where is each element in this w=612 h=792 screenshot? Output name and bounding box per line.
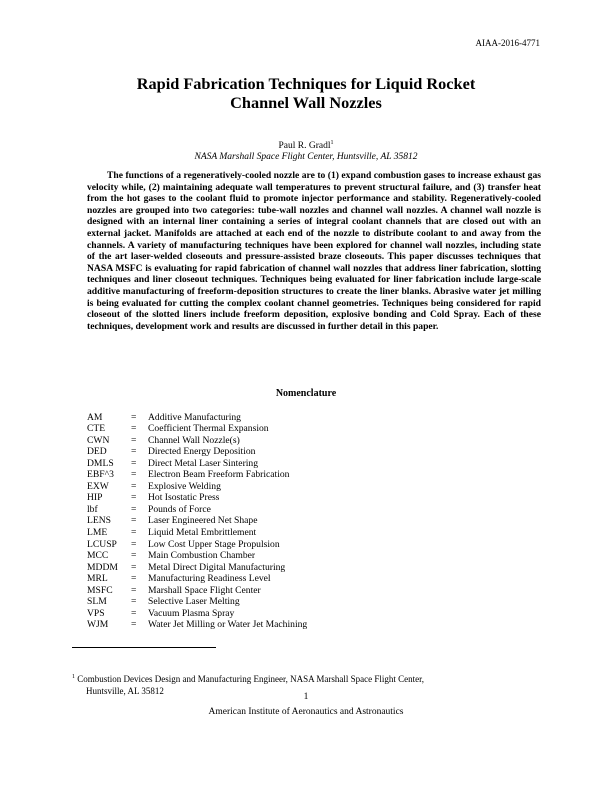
nomenclature-definition: Laser Engineered Net Shape (148, 515, 258, 527)
nomenclature-definition: Selective Laser Melting (148, 596, 240, 608)
nomenclature-definition: Additive Manufacturing (148, 411, 241, 423)
nomenclature-equals: = (131, 492, 137, 504)
nomenclature-equals: = (131, 596, 137, 608)
nomenclature-abbr: LCUSP (87, 538, 117, 550)
nomenclature-abbr: DED (87, 446, 107, 458)
nomenclature-definition: Direct Metal Laser Sintering (148, 457, 259, 469)
nomenclature-definition: Vacuum Plasma Spray (148, 607, 235, 619)
nomenclature-equals: = (131, 434, 137, 446)
nomenclature-equals: = (131, 573, 137, 585)
publisher-footer: American Institute of Aeronautics and Astronautics (208, 707, 404, 717)
nomenclature-equals: = (131, 469, 137, 481)
nomenclature-abbr: EBF^3 (87, 469, 114, 481)
abstract: The functions of a regeneratively-cooled nozzle are to (1) expand combustion gases to increase exhaust gas velocity while, (2) maintaining adequate wall temperatures to prevent structural failure, and (3) transfer heat from the hot gases to the coolant fluid to promote injector performance and stability. Regeneratively-cooled nozzles are grouped into two categories: tube-wall nozzles and channel wall nozzles. A channel wall nozzle is designed with an internal liner containing a series of integral coolant channels that are closed out with an external jacket. Manifolds are attached at each end of the nozzle to distribute coolant to and away from the channels. A variety of manufacturing techniques have been explored for channel wall nozzles, including state of the art laser-welded closeouts and pressure-assisted braze closeouts. This paper discusses techniques that NASA MSFC is evaluating for rapid fabrication of channel wall nozzles that address liner fabrication, slotting techniques and liner closeout techniques. Techniques being evaluated for liner fabrication include large-scale additive manufacturing of freeform-deposition structures to create the liner blanks. Abrasive water jet milling is being evaluated for cutting the complex coolant channel geometries. Techniques being considered for rapid closeout of the slotted liners include freeform deposition, explosive bonding and Cold Spray. Each of these techniques, development work and results are discussed in further detail in this paper. (87, 170, 541, 332)
nomenclature-abbr: EXW (87, 480, 109, 492)
nomenclature-definition: Hot Isostatic Press (148, 492, 220, 504)
title-line-1: Rapid Fabrication Techniques for Liquid Rocket (136, 74, 476, 93)
title-line-2: Channel Wall Nozzles (230, 93, 382, 112)
nomenclature-definition: Water Jet Milling or Water Jet Machining (148, 619, 308, 631)
nomenclature-abbr: HIP (87, 492, 103, 504)
nomenclature-definition: Main Combustion Chamber (148, 550, 256, 562)
nomenclature-equals: = (131, 446, 137, 458)
nomenclature-equals: = (131, 538, 137, 550)
nomenclature-abbr: lbf (87, 503, 98, 515)
nomenclature-equals: = (131, 423, 137, 435)
nomenclature-definition: Marshall Space Flight Center (148, 584, 261, 596)
nomenclature-abbr: MCC (87, 550, 109, 562)
nomenclature-abbr: DMLS (87, 457, 114, 469)
nomenclature-abbr: MSFC (87, 584, 113, 596)
nomenclature-definition: Explosive Welding (148, 480, 221, 492)
footnote-line-1: Combustion Devices Design and Manufacturing Engineer, NASA Marshall Space Flight Center, (77, 674, 424, 684)
page-number: 1 (303, 692, 309, 702)
paper-title (0, 74, 612, 112)
footnote-divider (72, 647, 216, 648)
nomenclature-abbr: VPS (87, 607, 105, 619)
author-name: Paul R. Gradl (278, 141, 331, 152)
nomenclature-abbr: SLM (87, 596, 107, 608)
nomenclature-definition: Liquid Metal Embrittlement (148, 527, 257, 538)
nomenclature-equals: = (131, 619, 137, 631)
nomenclature-abbr: MRL (87, 573, 108, 585)
nomenclature-definition: Pounds of Force (148, 503, 211, 515)
nomenclature-abbr: AM (87, 411, 103, 423)
nomenclature-equals: = (131, 411, 137, 423)
nomenclature-abbr: MDDM (87, 561, 118, 573)
nomenclature-definition: Directed Energy Deposition (148, 446, 256, 458)
footnote-line-2: Huntsville, AL 35812 (86, 686, 164, 696)
nomenclature-abbr: CTE (87, 423, 106, 435)
nomenclature-equals: = (131, 503, 137, 515)
nomenclature-abbr: WJM (87, 619, 109, 631)
nomenclature-definition: Coefficient Thermal Expansion (148, 423, 269, 435)
nomenclature-definition: Electron Beam Freeform Fabrication (148, 469, 290, 481)
footnote-marker: 1 (72, 674, 75, 680)
author-affiliation: NASA Marshall Space Flight Center, Huntsville, AL 35812 (194, 152, 418, 162)
author-footnote-marker: 1 (330, 140, 334, 146)
nomenclature-definition: Manufacturing Readiness Level (148, 573, 271, 585)
nomenclature-abbr: CWN (87, 434, 110, 446)
paper-id: AIAA-2016-4771 (475, 38, 540, 48)
nomenclature-equals: = (131, 550, 137, 562)
nomenclature-definition: Metal Direct Digital Manufacturing (148, 561, 286, 573)
nomenclature-equals: = (131, 561, 137, 573)
nomenclature-equals: = (131, 607, 137, 619)
nomenclature-heading: Nomenclature (275, 388, 337, 399)
nomenclature-equals: = (131, 527, 137, 538)
nomenclature-abbr: LENS (87, 515, 111, 527)
nomenclature-equals: = (131, 584, 137, 596)
nomenclature-definition: Low Cost Upper Stage Propulsion (148, 538, 280, 550)
author (0, 140, 612, 151)
nomenclature-equals: = (131, 480, 137, 492)
nomenclature-equals: = (131, 457, 137, 469)
nomenclature-abbr: LME (87, 527, 108, 538)
nomenclature-definition: Channel Wall Nozzle(s) (148, 434, 240, 446)
nomenclature-equals: = (131, 515, 137, 527)
